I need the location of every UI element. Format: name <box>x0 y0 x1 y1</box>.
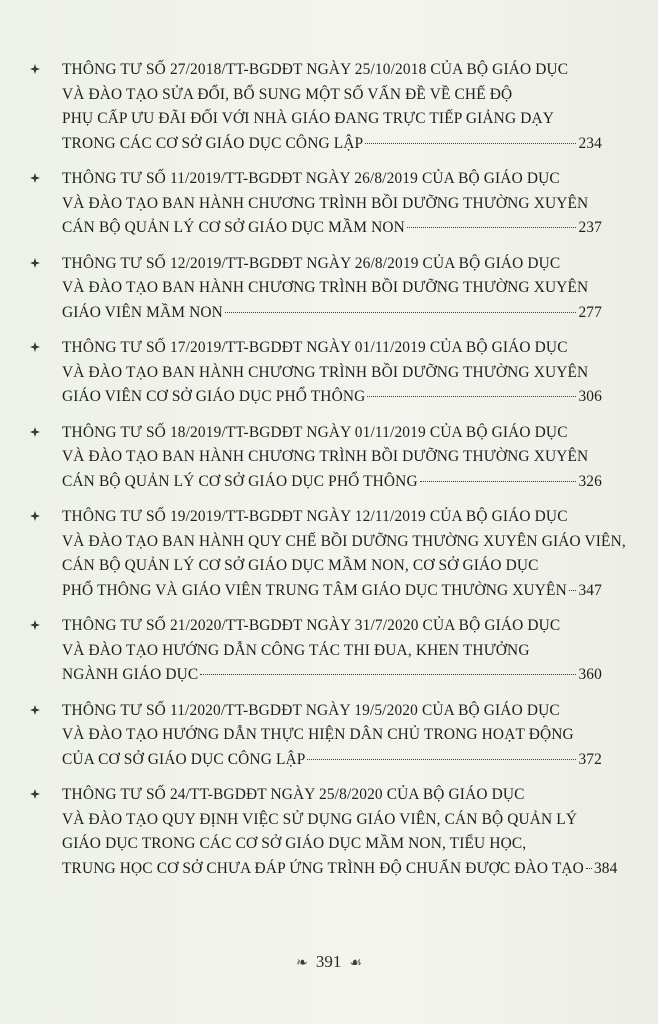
dot-leader <box>407 227 577 228</box>
diamond-bullet-icon <box>30 620 40 630</box>
toc-entry <box>30 336 602 410</box>
toc-entry-line <box>62 301 602 326</box>
toc-entry <box>30 252 602 326</box>
toc-entry-line: THÔNG TƯ SỐ 12/2019/TT-BGDĐT NGÀY 26/8/2019 CỦA BỘ GIÁO DỤC <box>62 254 561 272</box>
toc-entry-line: GIÁO DỤC TRONG CÁC CƠ SỞ GIÁO DỤC MẦM NON, TIỂU HỌC, <box>62 835 527 852</box>
toc-entry-line: THÔNG TƯ SỐ 11/2020/TT-BGDĐT NGÀY 19/5/2020 CỦA BỘ GIÁO DỤC <box>62 701 560 719</box>
diamond-bullet-icon <box>30 64 40 74</box>
dot-leader <box>367 396 576 397</box>
dot-leader <box>365 143 576 144</box>
toc-entry-line: THÔNG TƯ SỐ 24/TT-BGDĐT NGÀY 25/8/2020 CỦA BỘ GIÁO DỤC <box>62 786 525 803</box>
toc-entry-text: CỦA CƠ SỞ GIÁO DỤC CÔNG LẬP <box>62 750 306 768</box>
toc-entry-line: THÔNG TƯ SỐ 11/2019/TT-BGDĐT NGÀY 26/8/2019 CỦA BỘ GIÁO DỤC <box>62 170 560 187</box>
toc-entry <box>30 783 618 881</box>
toc-entry-line: VÀ ĐÀO TẠO BAN HÀNH CHƯƠNG TRÌNH BỒI DƯỠNG THƯỜNG XUYÊN <box>62 363 589 381</box>
toc-entry-text: NGÀNH GIÁO DỤC <box>62 666 199 683</box>
dot-leader <box>586 868 592 869</box>
toc-entry-line <box>62 470 602 495</box>
toc-entry-line: VÀ ĐÀO TẠO SỬA ĐỔI, BỔ SUNG MỘT SỐ VẤN ĐỀ VỀ CHẾ ĐỘ <box>62 85 513 103</box>
toc-entry-line: THÔNG TƯ SỐ 19/2019/TT-BGDĐT NGÀY 12/11/2019 CỦA BỘ GIÁO DỤC <box>62 508 568 525</box>
toc-entry-line: THÔNG TƯ SỐ 21/2020/TT-BGDĐT NGÀY 31/7/2020 CỦA BỘ GIÁO DỤC <box>62 617 561 634</box>
toc-entry-text: PHỔ THÔNG VÀ GIÁO VIÊN TRUNG TÂM GIÁO DỤC THƯỜNG XUYÊN <box>62 581 567 599</box>
toc-entry <box>30 167 602 241</box>
diamond-bullet-icon <box>30 342 40 352</box>
toc-entry-line <box>62 748 602 773</box>
dot-leader <box>307 759 576 760</box>
toc-entry-text: GIÁO VIÊN MẦM NON <box>62 303 223 321</box>
toc-entry-line <box>62 579 602 604</box>
diamond-bullet-icon <box>30 705 40 715</box>
toc-entry-line <box>62 216 602 241</box>
toc-entry <box>30 505 626 603</box>
toc-page-number: 306 <box>578 388 602 405</box>
diamond-bullet-icon <box>30 258 40 268</box>
toc-entry-line: CÁN BỘ QUẢN LÝ CƠ SỞ GIÁO DỤC MẦM NON, CƠ SỞ GIÁO DỤC <box>62 557 539 574</box>
toc-entry-line <box>62 857 618 882</box>
left-ornament-icon: ❧ <box>296 956 308 971</box>
toc-entry-line: VÀ ĐÀO TẠO HƯỚNG DẪN THỰC HIỆN DÂN CHỦ TRONG HOẠT ĐỘNG <box>62 726 574 743</box>
toc-page-number: 234 <box>578 134 602 152</box>
toc-page-number: 347 <box>578 581 602 599</box>
diamond-bullet-icon <box>30 427 40 437</box>
toc-page-number: 372 <box>578 750 602 768</box>
toc-entry-line: VÀ ĐÀO TẠO BAN HÀNH CHƯƠNG TRÌNH BỒI DƯỠNG THƯỜNG XUYÊN <box>62 448 589 465</box>
toc-entry <box>30 421 602 495</box>
toc-entry-line: THÔNG TƯ SỐ 17/2019/TT-BGDĐT NGÀY 01/11/2019 CỦA BỘ GIÁO DỤC <box>62 339 568 356</box>
dot-leader <box>420 481 577 482</box>
toc-entry-text: CÁN BỘ QUẢN LÝ CƠ SỞ GIÁO DỤC MẦM NON <box>62 219 405 236</box>
toc-entry-line: THÔNG TƯ SỐ 27/2018/TT-BGDĐT NGÀY 25/10/2018 CỦA BỘ GIÁO DỤC <box>62 61 569 78</box>
toc-entry-text: TRUNG HỌC CƠ SỞ CHƯA ĐÁP ỨNG TRÌNH ĐỘ CHUẨN ĐƯỢC ĐÀO TẠO <box>62 859 584 877</box>
dot-leader <box>225 312 577 313</box>
toc-entry-text: TRONG CÁC CƠ SỞ GIÁO DỤC CÔNG LẬP <box>62 134 364 152</box>
toc-entry-text: GIÁO VIÊN CƠ SỞ GIÁO DỤC PHỔ THÔNG <box>62 388 366 405</box>
toc-entry-line: VÀ ĐÀO TẠO QUY ĐỊNH VIỆC SỬ DỤNG GIÁO VIÊN, CÁN BỘ QUẢN LÝ <box>62 810 578 828</box>
dot-leader <box>569 590 577 591</box>
diamond-bullet-icon <box>30 789 40 799</box>
toc-entry-line <box>62 663 602 688</box>
toc-page-number: 360 <box>578 666 602 683</box>
toc-entry-line: VÀ ĐÀO TẠO BAN HÀNH CHƯƠNG TRÌNH BỒI DƯỠNG THƯỜNG XUYÊN <box>62 194 589 212</box>
toc-entry-line: VÀ ĐÀO TẠO BAN HÀNH CHƯƠNG TRÌNH BỒI DƯỠNG THƯỜNG XUYÊN <box>62 279 589 296</box>
toc-entry-line: THÔNG TƯ SỐ 18/2019/TT-BGDĐT NGÀY 01/11/2019 CỦA BỘ GIÁO DỤC <box>62 423 568 441</box>
toc-entry <box>30 58 602 156</box>
toc-entry-line: VÀ ĐÀO TẠO HƯỚNG DẪN CÔNG TÁC THI ĐUA, KHEN THƯỞNG <box>62 641 530 659</box>
toc-page-number: 277 <box>578 303 602 321</box>
toc-entry <box>30 699 602 773</box>
toc-entry-line <box>62 385 602 410</box>
toc-entry-text: CÁN BỘ QUẢN LÝ CƠ SỞ GIÁO DỤC PHỔ THÔNG <box>62 472 418 490</box>
toc-page-number: 384 <box>593 859 618 877</box>
toc-entry-line: VÀ ĐÀO TẠO BAN HÀNH QUY CHẾ BỒI DƯỠNG THƯỜNG XUYÊN GIÁO VIÊN, <box>62 532 626 550</box>
right-ornament-icon: ☙ <box>349 956 362 971</box>
toc-entry <box>30 614 602 688</box>
diamond-bullet-icon <box>30 511 40 521</box>
dot-leader <box>200 674 576 675</box>
page-footer <box>0 952 658 972</box>
toc-entry-line: PHỤ CẤP ƯU ĐÃI ĐỐI VỚI NHÀ GIÁO ĐANG TRỰC TIẾP GIẢNG DẠY <box>62 110 555 127</box>
toc-entry-line <box>62 132 602 157</box>
diamond-bullet-icon <box>30 173 40 183</box>
toc-page-number: 326 <box>578 472 602 490</box>
toc-page-number: 237 <box>578 219 602 236</box>
page-number: 391 <box>315 952 342 971</box>
table-of-contents <box>30 58 626 892</box>
